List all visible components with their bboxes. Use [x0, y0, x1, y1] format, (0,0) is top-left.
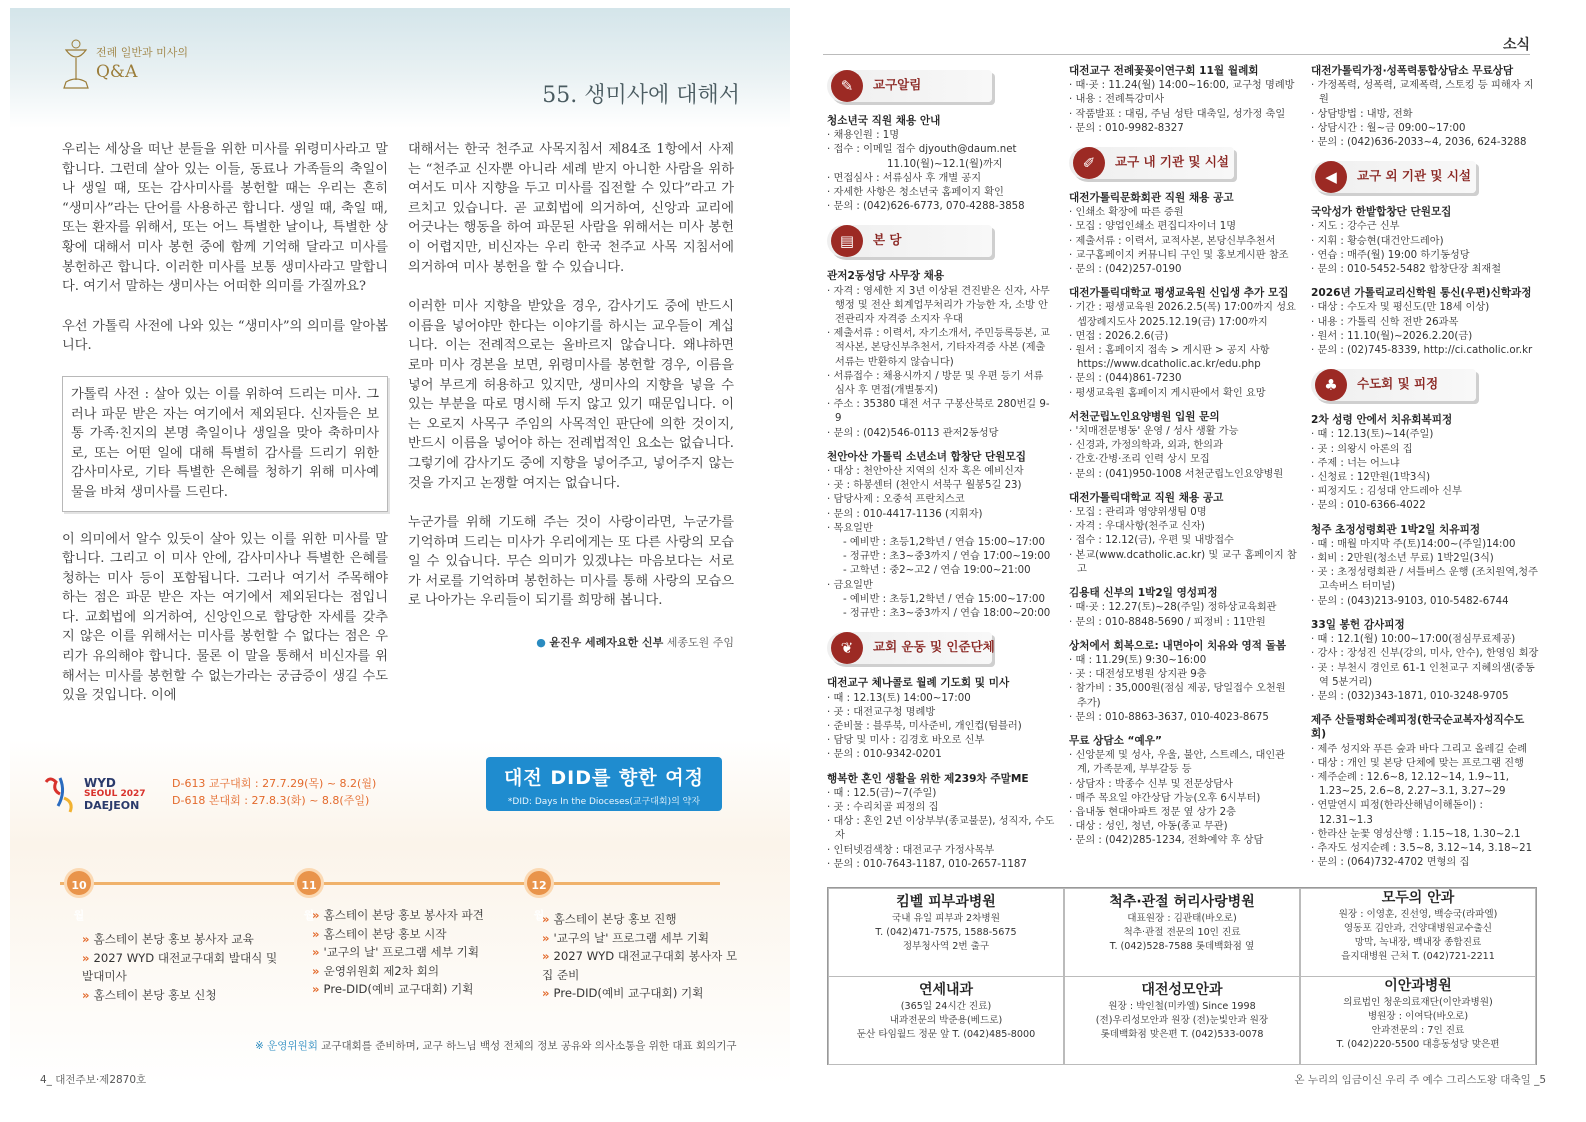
dictionary-quote: 가톨릭 사전 : 살아 있는 이를 위하여 드리는 미사. 그러나 파문 받은 자는 여기에서 제외된다. 신자들은 보통 가족·친지의 본명 축일이나 생일을 맞아 축하미사로, 또는 어떤 일에 대해 특별히 감사를 드리기 위한 감사미사로, 기타 특별한 은혜를 청하기 위해 미사예물을 바쳐 생미사를 드린다. — [62, 376, 388, 512]
committee-note — [255, 1038, 737, 1053]
timeline-line — [60, 882, 720, 885]
news-item: 행복한 혼인 생활을 위한 제239차 주말ME · 때 : 12.5(금)~7(주일) · 곳 : 수리치골 피정의 집 · 대상 : 혼인 2년 이상부부(종교불문), 성직자, 수도자 · 인터넷검색창 : 대전교구 가정사목부 · 문의 : 010-7643-1187, 010-2657-1187 — [827, 772, 1055, 872]
list-item: » 홈스테이 본당 홍보 봉사자 파견 — [312, 906, 522, 925]
did-title: 대전 DID를 향한 여정 — [504, 767, 704, 789]
section-header: ✎ 교구알림 — [827, 68, 1055, 108]
series-qa: Q&A — [96, 62, 138, 82]
did-subtitle: *DID: Days In the Dioceses(교구대회)의 약자 — [507, 797, 701, 807]
list-item: » '교구의 날' 프로그램 세부 기획 — [312, 943, 522, 962]
note-label: ※ 운영위원회 — [255, 1040, 318, 1052]
news-column-2 — [1069, 64, 1297, 858]
wyd-emblem-icon — [40, 772, 80, 816]
news-item: 대전교구 전례꽃꽂이연구회 11월 월례회 · 때·곳 : 11.24(월) 14:00~16:00, 교구청 명례방 · 내용 : 전례특강미사 · 작품발표 : 대림, 주님 성탄 대축일, 성가정 축일 · 문의 : 010-9982-8327 — [1069, 64, 1297, 136]
list-item: » 홈스테이 본당 홍보 진행 — [542, 910, 742, 929]
news-item: 김용태 신부의 1박2일 영성피정 · 때·곳 : 12.27(토)~28(주일) 정하상교육회관 · 문의 : 010-8848-5690 / 피정비 : 11만원 — [1069, 586, 1297, 630]
article-title: 55. 생미사에 대해서 — [542, 83, 740, 108]
paragraph: 이 의미에서 알수 있듯이 살아 있는 이를 위한 미사를 말합니다. 그리고 이 미사 안에, 감사미사나 특별한 은혜를 청하는 미사 등이 포함됩니다. 그러나 여기서 주목해야 하는 점은 파문 받은 자는 여기에서 제외된다는 점입니다. 교회법에 의거하여, 신앙인으로 합당한 자세를 갖추지 않은 이를 위해서는 미사를 봉헌할 수 없다는 점은 우리가 유의해야 합니다. 물론 이 말을 통해서 비신자를 위해서는 미사를 봉헌할 수 없는가라는 궁금증이 생길 수도 있을 것입니다. 이에 — [62, 531, 388, 704]
paragraph: 우리는 세상을 떠난 분들을 위한 미사를 위령미사라고 말합니다. 그런데 살아 있는 이들, 동료나 가족들의 축일이나 생일 때, 또는 감사미사를 봉헌할 때는 우리는 흔히 “생미사”라는 단어를 사용하곤 합니다. 생일 때, 축일 때, 또는 환자를 위해서, 또는 어느 특별한 날이나, 특별한 상황에 대해서 미사 봉헌 중에 함께 기억해 달라고 미사를 봉헌하곤 합니다. 이러한 미사를 보통 생미사라고 말합니다. 여기서 말하는 생미사는 어떠한 의미를 가질까요? — [62, 142, 388, 295]
ad-cell: 이안과병원 의료법인 청운의료재단(이안과병원) 병원장 : 이여닥(바오로) 안과전문의 : 7인 진료 T. (042)220-5500 대흥동성당 맞은편 — [1300, 976, 1536, 1065]
december-plan-list — [542, 910, 742, 1003]
notice-icon: ✎ — [831, 70, 863, 102]
news-item: 천안아산 가톨릭 소년소녀 합창단 단원모집 · 대상 : 천안아산 지역의 신자 혹은 예비신자 · 곳 : 하봉센터 (천안시 서북구 월봉5길 23) · 담당사제 : 오중석 프란치스코 · 문의 : 010-4417-1136 (지휘자) · 목요일반 - 예비반 : 초등1,2학년 / 연습 15:00~17:00 - 정규반 : 초3~중3까지 / 연습 17:00~19:00 - 고학년 : 중2~고2 / 연습 19:00~21:00 · 금요일반 - 예비반 : 초등1,2학년 / 연습 15:00~17:00 - 정규반 : 초3~중3까지 / 연습 18:00~20:00 — [827, 450, 1055, 621]
news-item: 2026년 가톨릭교리신학원 통신(우편)신학과정 · 대상 : 수도자 및 평신도(만 18세 이상) · 내용 : 가톨릭 신학 전반 26과목 · 원서 : 11.10(월)~2026.2.20(금) · 문의 : (02)745-8339, http://ci.catholic.or.kr — [1311, 286, 1539, 358]
news-item: 관저2동성당 사무장 채용 · 자격 : 영세한 지 3년 이상된 견진받은 신자, 사무행정 및 전산 회계업무처리가 가능한 자, 소방 안전관리자 자격증 소지자 우대 · 제출서류 : 이력서, 자기소개서, 주민등록등본, 교적사본, 본당신부추천서, 기타자격증 사본 (제출서류는 반환하지 않습니다) · 서류접수 : 채용시까지 / 방문 및 우편 등기 서류 심사 후 면접(개별통지) · 주소 : 35380 대전 서구 구봉산북로 280번길 9-9 · 문의 : (042)546-0113 관저2동성당 — [827, 269, 1055, 440]
list-item: » Pre-DID(예비 교구대회) 기획 — [312, 980, 522, 999]
paragraph: 누군가를 위해 기도해 주는 것이 사랑이라면, 누군가를 기억하며 드리는 미사가 우리에게는 또 다른 사랑의 모습일 수 있습니다. 무슨 의미가 있겠냐는 마음보다는 서로가 서로를 기억하며 봉헌하는 미사를 통해 사랑의 모습으로 나아가는 우리들이 되기를 희망해 봅니다. — [408, 515, 734, 609]
page-folio-right: 온 누리의 임금이신 우리 주 예수 그리스도왕 대축일 _5 — [1294, 1074, 1546, 1086]
dday-main: D-618 본대회 : 27.8.3(화) ~ 8.8(주일) — [172, 794, 370, 807]
ad-cell: 연세내과 (365일 24시간 진료) 내과전문의 박준용(베드로) 둔산 타임월드 정문 앞 T. (042)485-8000 — [828, 976, 1064, 1065]
wyd-logo-city: DAEJEON — [84, 799, 140, 812]
section-header: ♣ 수도회 및 피정 — [1311, 367, 1539, 407]
month-badge: 10월 — [64, 868, 94, 898]
plant-icon: ♣ — [1315, 369, 1347, 401]
list-item: » 홈스테이 본당 홍보 신청 — [82, 986, 292, 1005]
did-banner — [486, 757, 722, 811]
news-item: 상처에서 회복으로: 내면아이 치유와 영적 돌봄 · 때 : 11.29(토) 9:30~16:00 · 곳 : 대전성모병원 상지관 9층 · 참가비 : 35,000원(점심 제공, 당일접수 오천원 추가) · 문의 : 010-8863-3637, 010-4023-8675 — [1069, 639, 1297, 725]
wyd-logo-text: WYD — [84, 776, 116, 790]
section-header: ▤ 본 당 — [827, 223, 1055, 263]
news-item: 대전가톨릭대학교 직원 채용 공고 · 모집 : 관리과 영양위생팀 0명 · 자격 : 우대사항(천주교 신자) · 접수 : 12.12(금), 우편 및 내방접수 · 본교(www.dcatholic.ac.kr) 및 교구 홈페이지 참고 — [1069, 491, 1297, 577]
november-plan-list — [312, 906, 522, 999]
section-header: ✐ 교구 내 기관 및 시설 — [1069, 145, 1297, 185]
author-role: 세종도원 주임 — [666, 636, 734, 650]
page-folio-left: 4_ 대전주보·제2870호 — [40, 1074, 147, 1086]
month-badge: 12월 — [524, 868, 554, 898]
list-item: » 2027 WYD 대전교구대회 봉사자 모집 준비 — [542, 947, 742, 984]
ad-cell: 킴벨 피부과병원 국내 유일 피부과 2차병원 T. (042)471-7575, 1588-5675 정부청사역 2번 출구 — [828, 888, 1064, 977]
paragraph: 이러한 미사 지향을 받았을 경우, 감사기도 중에 반드시 이름을 넣어야만 한다는 이야기를 하시는 교우들이 계십니다. 이는 전례적으로는 올바르지 않습니다. 왜냐하면 로마 미사 경본을 보면, 위령미사를 봉헌할 경우, 이름을 넣어 부르게 허용하고 있지만, 생미사의 지향을 넣을 수 있는 부분을 따로 명시해 두지 않고 있기 때문입니다. 이는 오로지 사목구 주임의 사목적인 판단에 의한 것이지, 반드시 이름을 넣어야 하는 전례법적인 요소는 없습니다. 그렇기에 감사기도 중에 지향을 넣어주고, 넣어주지 않는 것을 가지고 논쟁할 여지는 없습니다. — [408, 299, 734, 491]
news-item: 무료 상담소 “예우” · 신앙문제 및 성사, 우울, 불안, 스트레스, 대인관계, 가족문제, 부부갈등 등 · 상담자 : 박종수 신부 및 전문상담사 · 매주 목요일 야간상담 가능(오후 6시부터) · 읍내동 현대아파트 정문 옆 상가 2층 · 대상 : 성인, 청년, 아동(종교 무관) · 문의 : (042)285-1234, 전화예약 후 상담 — [1069, 734, 1297, 849]
right-page — [793, 0, 1586, 1122]
section-header: ❦ 교회 운동 및 인준단체 — [827, 630, 1055, 670]
news-column-1 — [827, 62, 1055, 881]
author-credit: ● 윤진우 세례자요한 신부 세종도원 주임 — [536, 636, 734, 650]
dday-diocesan: D-613 교구대회 : 27.7.29(목) ~ 8.2(월) — [172, 777, 377, 790]
note-text: 교구대회를 준비하며, 교구 하느님 백성 전체의 정보 공유와 의사소통을 위한 대표 회의기구 — [321, 1040, 737, 1052]
book-icon: ▤ — [831, 225, 863, 257]
news-item: 청주 초정성령회관 1박2일 치유피정 · 때 : 매월 마지막 주(토)14:00~(주일)14:00 · 회비 : 2만원(청소년 무료) 1박2일(3식) · 곳 : 초정성령회관 / 셔틀버스 운행 (조치원역,청주고속버스 터미널) · 문의 : (043)213-9103, 010-5482-6744 — [1311, 523, 1539, 609]
news-item: 서천군립노인요양병원 입원 문의 · '치매전문병동' 운영 / 성사 생활 가능 · 신경과, 가정의학과, 외과, 한의과 · 간호·간병·조리 인력 상시 모집 · 문의 : (041)950-1008 서천군립노인요양병원 — [1069, 410, 1297, 482]
list-item: » Pre-DID(예비 교구대회) 기획 — [542, 984, 742, 1003]
news-item: 청소년국 직원 채용 안내 · 채용인원 : 1명 · 접수 : 이메일 접수 djyouth@daum.net 11.10(월)~12.1(월)까지 · 면접심사 : 서류심사 후 개별 공지 · 자세한 사항은 청소년국 홈페이지 확인 · 문의 : (042)626-6773, 070-4288-3858 — [827, 114, 1055, 214]
news-item: 33일 봉헌 감사피정 · 때 : 12.1(월) 10:00~17:00(점심무료제공) · 강사 : 장성진 신부(강의, 미사, 안수), 한영임 회장 · 곳 : 부천시 경인로 61-1 인천교구 지혜의샘(중동역 5분거리) · 문의 : (032)343-1871, 010-3248-9705 — [1311, 618, 1539, 704]
news-column-3 — [1311, 64, 1539, 879]
news-item: 2차 성령 안에서 치유회복피정 · 때 : 12.13(토)~14(주일) · 곳 : 의왕시 아론의 집 · 주제 : 너는 어느냐 · 신청료 : 12만원(1박3식) · 피정지도 : 김성대 안드레아 신부 · 문의 : 010-6366-4022 — [1311, 413, 1539, 513]
section-header: ◀ 교구 외 기관 및 시설 — [1311, 159, 1539, 199]
news-item: 국악성가 한밭합창단 단원모집 · 지도 : 강수근 신부 · 지휘 : 황승현(대건안드레아) · 연습 : 매주(월) 19:00 하기동성당 · 문의 : 010-5452-5482 합창단장 최재철 — [1311, 205, 1539, 277]
pen-icon: ✐ — [1073, 147, 1105, 179]
news-item: 대전가톨릭대학교 평생교육원 신입생 추가 모집 · 기간 : 평생교육원 2026.2.5(목) 17:00까지 성요셉장례지도사 2025.12.19(금) 17:00까지 · 면접 : 2026.2.6(금) · 원서 : 홈페이지 접속 > 게시판 > 공지 사항 https://www.dcatholic.ac.kr/edu.php · 문의 : (044)861-7230 · 평생교육원 홈페이지 게시판에서 확인 요망 — [1069, 286, 1297, 401]
month-badge: 11월 — [294, 868, 324, 898]
list-item: » 운영위원회 제2차 회의 — [312, 962, 522, 981]
october-plan-list — [82, 930, 292, 1004]
ads-box — [827, 887, 1537, 1065]
series-label: 전례 일반과 미사의 — [96, 46, 189, 59]
list-item: » 홈스테이 본당 홍보 봉사자 교육 — [82, 930, 292, 949]
wyd-logo — [40, 772, 160, 822]
list-item: » 홈스테이 본당 홍보 시작 — [312, 925, 522, 944]
article-column-2 — [408, 140, 734, 653]
article-column-1 — [62, 140, 388, 726]
wyd-logo-year: SEOUL 2027 — [84, 789, 146, 799]
paragraph: 우선 가톨릭 사전에 나와 있는 “생미사”의 의미를 알아봅니다. — [62, 318, 388, 354]
news-item: 대전가톨릭가정·성폭력통합상담소 무료상담 · 가정폭력, 성폭력, 교제폭력, 스토킹 등 피해자 지원 · 상담방법 : 내방, 전화 · 상담시간 : 월~금 09:00~17:00 · 문의 : (042)636-2033~4, 2036, 624-3288 — [1311, 64, 1539, 150]
section-title: 소식 — [1502, 37, 1530, 53]
ad-cell: 대전성모안과 원장 : 박인철(미카엘) Since 1998 (전)우리성모안과 원장 (전)눈빛안과 원장 롯데백화점 맞은편 T. (042)533-0078 — [1064, 976, 1300, 1065]
leaf-icon: ❦ — [831, 632, 863, 664]
author-name: 윤진우 세례자요한 신부 — [549, 636, 664, 650]
megaphone-icon: ◀ — [1315, 161, 1347, 193]
list-item: » '교구의 날' 프로그램 세부 기획 — [542, 929, 742, 948]
news-item: 대전교구 체나콜로 월례 기도회 및 미사 · 때 : 12.13(토) 14:00~17:00 · 곳 : 대전교구청 명례방 · 준비물 : 블루북, 미사준비, 개인컵(텀블러) · 담당 및 미사 : 김경호 바오로 신부 · 문의 : 010-9342-0201 — [827, 676, 1055, 762]
news-item: 대전가톨릭문화회관 직원 채용 공고 · 인쇄소 확장에 따른 증원 · 모집 : 양업인쇄소 편집디자이너 1명 · 제출서류 : 이력서, 교적사본, 본당신부추천서 · 교구홈페이지 커뮤니티 구인 및 홍보게시판 참조 · 문의 : (042)257-0190 — [1069, 191, 1297, 277]
ad-cell: 모두의 안과 원장 : 이영훈, 진선영, 백승국(라파엘) 영동포 김안과, 건양대병원교수출신 망막, 녹내장, 백내장 종합진료 을지대병원 근처 T. (042)721-2211 — [1300, 888, 1536, 977]
ad-cell: 척추·관절 허리사랑병원 대표원장 : 김관태(바오로) 척추·관절 전문의 10인 진료 T. (042)528-7588 롯데백화점 옆 — [1064, 888, 1300, 977]
list-item: » 2027 WYD 대전교구대회 발대식 및 발대미사 — [82, 949, 292, 986]
header-rule — [823, 54, 1530, 55]
news-item: 제주 산들평화순례피정(한국순교복자성직수도회) · 제주 성지와 푸른 숲과 바다 그리고 올레길 순례 · 대상 : 개인 및 본당 단체에 맞는 프로그램 진행 · 제주순례 : 12.6~8, 12.12~14, 1.9~11, 1.23~25, 2.6~8, 2.27~3.1, 3.27~29 · 연말연시 피정(한라산해넘이해돋이) : 12.31~1.3 · 한라산 눈꽃 영성산행 : 1.15~18, 1.30~2.1 · 추자도 성지순례 : 3.5~8, 3.12~14, 3.18~21 · 문의 : (064)732-4702 면형의 집 — [1311, 713, 1539, 870]
paragraph: 대해서는 한국 천주교 사목지침서 제84조 1항에서 사제는 “천주교 신자뿐 아니라 세례 받지 아니한 사람을 위하여서도 미사 지향을 두고 미사를 집전할 수 있다”라고 가르치고 있습니다. 곧 교회법에 의거하여, 신앙과 교리에 어긋나는 행동을 하여 파문된 사람을 위해서는 미사 봉헌이 어렵지만, 비신자는 우리 한국 천주교 사목 지침서에 의거하여 미사 봉헌을 할 수 있습니다. — [408, 142, 734, 275]
